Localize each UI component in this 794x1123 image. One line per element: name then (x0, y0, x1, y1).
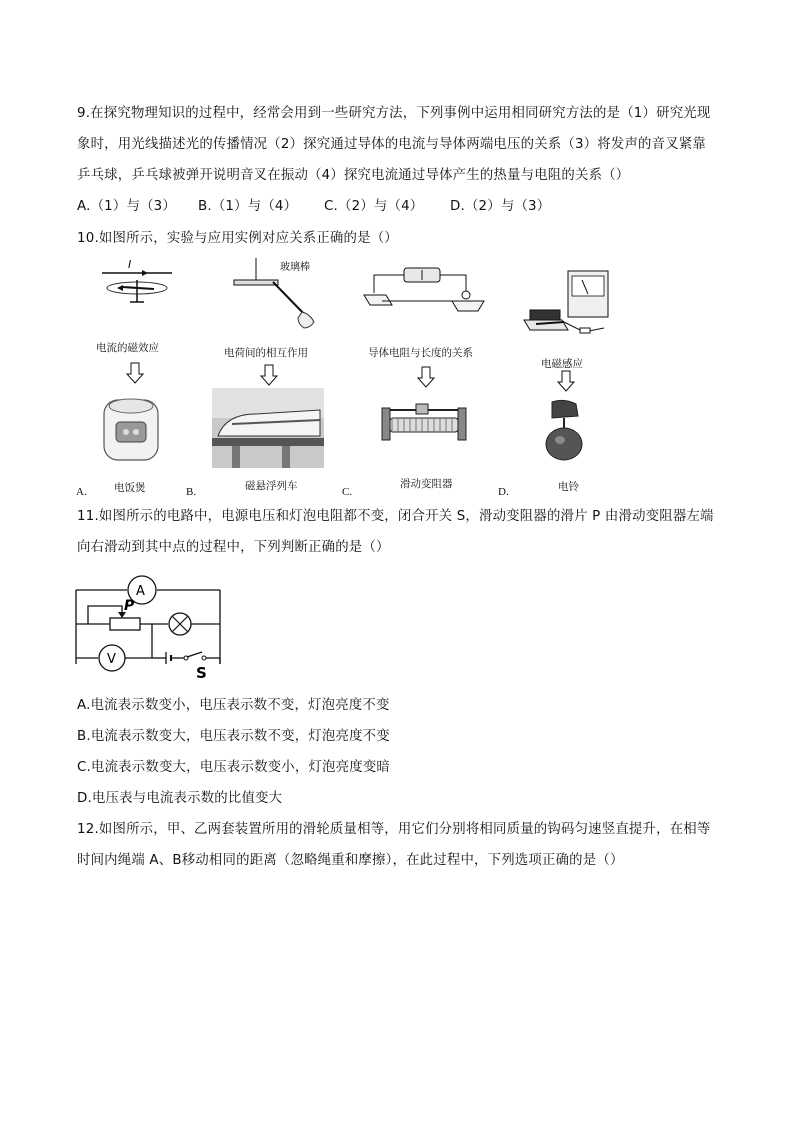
q11-circuit-diagram (72, 572, 227, 682)
q11-stem-line-2: 向右滑动到其中点的过程中，下列判断正确的是（） (77, 540, 390, 555)
q9-option-a: A.（1）与（3） (77, 199, 176, 214)
q10-exp-2-caption: 电荷间的相互作用 (224, 347, 308, 359)
q11-option-d: D.电压表与电流表示数的比值变大 (77, 791, 283, 806)
sliding-rheostat-image (380, 402, 468, 444)
q11-option-a: A.电流表示数变小，电压表示数不变，灯泡亮度不变 (77, 698, 390, 713)
q11-option-b: B.电流表示数变大，电压表示数不变，灯泡亮度不变 (77, 729, 390, 744)
slider-label: P (124, 598, 135, 614)
electric-bell-image (538, 398, 590, 464)
switch-label: S (196, 664, 207, 682)
q9-stem-line-2: 象时，用光线描述光的传播情况（2）探究通过导体的电流与导体两端电压的关系（3）将发声的音叉紧靠 (77, 137, 707, 152)
q11-option-c: C.电流表示数变大，电压表示数变小，灯泡亮度变暗 (77, 760, 390, 775)
q10-option-c-label: C. (342, 486, 353, 498)
q10-option-d-label: D. (498, 486, 509, 498)
q10-arrow-2 (259, 364, 279, 390)
q10-figure-current-magnetic-effect (92, 258, 182, 318)
q9-stem-line-3: 乒乓球，乒乓球被弹开说明音叉在振动（4）探究电流通过导体产生的热量与电阻的关系（） (77, 168, 630, 183)
q10-figure-electromagnetic-induction (520, 268, 610, 350)
q10-arrow-1 (125, 362, 145, 388)
ammeter-label: A (136, 584, 145, 599)
q10-app-4-caption: 电铃 (558, 481, 579, 493)
q10-arrow-4 (556, 370, 576, 396)
q10-exp-1-caption: 电流的磁效应 (96, 342, 159, 354)
q9-option-c: C.（2）与（4） (324, 199, 424, 214)
q10-exp-4-caption: 电磁感应 (541, 358, 583, 370)
q10-figure-resistance-length (362, 265, 487, 330)
switch (187, 652, 202, 657)
q11-stem-line-1: 11.如图所示的电路中，电源电压和灯泡电阻都不变，闭合开关 S，滑动变阻器的滑片 P 由滑动变阻器左端 (77, 509, 714, 524)
q9-option-d: D.（2）与（3） (450, 199, 551, 214)
rice-cooker-image (100, 394, 162, 466)
q10-option-a-label: A. (76, 486, 87, 498)
q10-app-2-caption: 磁悬浮列车 (245, 480, 298, 492)
q10-app-1-caption: 电饭煲 (114, 482, 146, 494)
q10-option-b-label: B. (186, 486, 197, 498)
q10-exp-3-caption: 导体电阻与长度的关系 (368, 347, 473, 359)
q9-option-b: B.（1）与（4） (198, 199, 298, 214)
rheostat (110, 618, 140, 630)
maglev-train-image (212, 388, 324, 468)
q10-stem: 10.如图所示，实验与应用实例对应关系正确的是（） (77, 231, 398, 246)
q10-arrow-3 (416, 366, 436, 392)
q10-figure-charge-interaction (228, 258, 338, 338)
q10-app-3-caption: 滑动变阻器 (400, 478, 453, 490)
rod-label: 玻璃棒 (280, 262, 310, 273)
q12-stem-line-2: 时间内绳端 A、B移动相同的距离（忽略绳重和摩擦），在此过程中，下列选项正确的是（） (77, 853, 624, 868)
q12-stem-line-1: 12.如图所示，甲、乙两套装置所用的滑轮质量相等，用它们分别将相同质量的钩码匀速竖直提升，在相等 (77, 822, 711, 837)
current-label: I (128, 258, 132, 271)
voltmeter-label: V (107, 652, 116, 667)
q9-stem-line-1: 9.在探究物理知识的过程中，经常会用到一些研究方法，下列事例中运用相同研究方法的是（1）研究光现 (77, 106, 711, 121)
